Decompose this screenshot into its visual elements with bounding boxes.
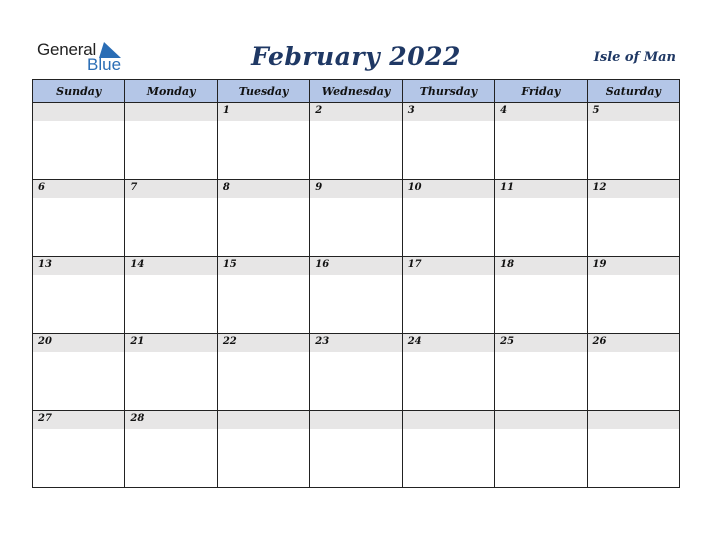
day-cell <box>217 411 309 488</box>
day-number: 5 <box>592 105 600 116</box>
day-cell <box>402 103 494 180</box>
calendar-grid <box>32 79 680 488</box>
day-number: 26 <box>592 336 607 347</box>
weekday-header: Wednesday <box>310 80 402 103</box>
page-title: February 2022 <box>251 42 461 71</box>
day-number: 6 <box>38 182 45 193</box>
day-cell <box>125 180 217 257</box>
day-number-band <box>588 180 679 198</box>
day-number-band <box>495 180 586 198</box>
day-cell <box>310 411 402 488</box>
day-cell <box>217 103 309 180</box>
day-cell <box>310 334 402 411</box>
week-row <box>33 411 680 488</box>
day-number-band <box>403 334 494 352</box>
day-number-band <box>403 411 494 429</box>
day-cell <box>33 411 125 488</box>
day-number: 8 <box>222 182 230 193</box>
day-number: 3 <box>407 105 415 116</box>
day-number-band <box>310 103 401 121</box>
day-number-band <box>588 334 679 352</box>
day-cell <box>310 103 402 180</box>
day-number: 13 <box>38 259 52 270</box>
weekday-header: Monday <box>125 80 217 103</box>
day-number: 23 <box>315 336 330 347</box>
day-number-band <box>588 257 679 275</box>
day-cell <box>402 334 494 411</box>
day-number: 24 <box>407 336 422 347</box>
day-cell <box>402 180 494 257</box>
day-cell <box>495 257 587 334</box>
day-number-band <box>218 103 309 121</box>
day-cell <box>495 334 587 411</box>
day-number: 11 <box>500 182 515 193</box>
day-number-band <box>33 257 124 275</box>
logo-general-text: General <box>37 40 97 59</box>
day-number: 16 <box>315 259 330 270</box>
day-number: 19 <box>592 259 607 270</box>
day-number: 27 <box>38 413 52 424</box>
day-number-band <box>403 180 494 198</box>
day-number: 10 <box>407 182 422 193</box>
day-number-band <box>125 411 216 429</box>
day-number-band <box>310 334 401 352</box>
region-label: Isle of Man <box>593 50 676 65</box>
day-cell <box>587 334 679 411</box>
day-number-band <box>125 334 216 352</box>
day-cell <box>587 180 679 257</box>
day-number-band <box>310 180 401 198</box>
day-number-band <box>125 257 216 275</box>
day-number-band <box>588 411 679 429</box>
day-cell <box>33 257 125 334</box>
day-number-band <box>33 411 124 429</box>
day-number-band <box>310 411 401 429</box>
day-cell <box>495 103 587 180</box>
day-number: 25 <box>500 336 515 347</box>
day-number-band <box>125 180 216 198</box>
day-cell <box>33 103 125 180</box>
day-number: 22 <box>222 336 237 347</box>
day-number: 1 <box>222 105 230 116</box>
day-number-band <box>125 103 216 121</box>
weekday-header: Friday <box>495 80 587 103</box>
day-number: 12 <box>592 182 607 193</box>
day-number-band <box>403 257 494 275</box>
day-number: 28 <box>130 413 145 424</box>
day-number: 14 <box>130 259 145 270</box>
day-cell <box>495 411 587 488</box>
week-row <box>33 334 680 411</box>
day-number-band <box>588 103 679 121</box>
day-number-band <box>495 257 586 275</box>
week-row <box>33 180 680 257</box>
logo <box>37 40 127 74</box>
week-row <box>33 103 680 180</box>
day-cell <box>587 103 679 180</box>
day-cell <box>495 180 587 257</box>
day-cell <box>33 334 125 411</box>
day-number-band <box>33 103 124 121</box>
day-number-band <box>218 334 309 352</box>
weekday-header-row <box>33 80 680 103</box>
weekday-header: Tuesday <box>217 80 309 103</box>
weekday-header: Sunday <box>33 80 125 103</box>
logo-blue-text: Blue <box>87 55 122 74</box>
day-cell <box>33 180 125 257</box>
day-number-band <box>495 103 586 121</box>
day-cell <box>402 257 494 334</box>
day-cell <box>587 257 679 334</box>
day-number: 7 <box>130 182 138 193</box>
day-number-band <box>495 334 586 352</box>
weekday-header: Saturday <box>587 80 679 103</box>
day-cell <box>587 411 679 488</box>
day-number-band <box>218 257 309 275</box>
day-number: 18 <box>500 259 515 270</box>
day-number: 2 <box>315 105 323 116</box>
day-number-band <box>33 180 124 198</box>
day-number: 20 <box>38 336 52 347</box>
day-number: 4 <box>500 105 508 116</box>
day-cell <box>310 257 402 334</box>
week-row <box>33 257 680 334</box>
weekday-header: Thursday <box>402 80 494 103</box>
day-number-band <box>218 411 309 429</box>
day-number: 17 <box>407 259 422 270</box>
day-number-band <box>403 103 494 121</box>
day-cell <box>125 103 217 180</box>
day-number: 15 <box>222 259 237 270</box>
day-cell <box>402 411 494 488</box>
day-number-band <box>218 180 309 198</box>
day-cell <box>125 411 217 488</box>
day-cell <box>217 257 309 334</box>
day-cell <box>125 334 217 411</box>
day-number: 21 <box>130 336 145 347</box>
day-cell <box>125 257 217 334</box>
day-number-band <box>310 257 401 275</box>
day-cell <box>217 334 309 411</box>
day-number: 9 <box>315 182 323 193</box>
day-cell <box>217 180 309 257</box>
day-number-band <box>33 334 124 352</box>
day-cell <box>310 180 402 257</box>
day-number-band <box>495 411 586 429</box>
